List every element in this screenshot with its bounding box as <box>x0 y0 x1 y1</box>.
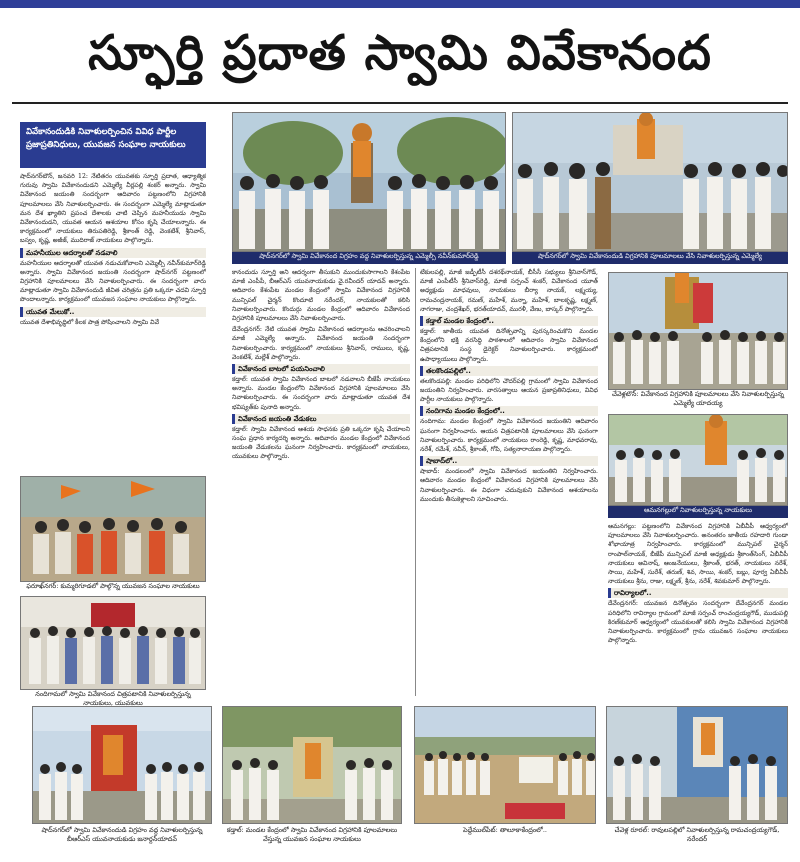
col1-paragraph-1: షాద్‌నగర్‌టౌన్, జనవరి 12: నేటితరం యువతకు స్ఫూర్తి ప్రదాత, ఆధ్యాత్మిక గురువు స్వామి వివేకానందుడని ఎమ్మెల్యే వీర్లపల్లి శంకర్ అన్నారు. స్వామి వివేకానంద జయంతి సందర్భంగా ఆదివారం పట్టణంలోని విగ్రహానికి పూలమాలలు వేసి నివాళులర్పించారు. ఈ సందర్భంగా ఎమ్మెల్యే మాట్లాడుతూ మన దేశ ఖ్యాతిని ప్రపంచ దేశాలకు చాటి చెప్పిన మహనీయుడు స్వామి వివేకానందుడని, యువత ఆయన ఆశయాల కోసం కృషి చేయాలన్నారు. ఈ కార్యక్రమంలో నాయకులు తిరుపతిరెడ్డి, శ్రీకాంత్ రెడ్డి, వెంకటేశ్, శ్రీనివాస్, బస్వం, కృష్ణ, అజీజ్, ముదిరాజ్ నాయకులు పాల్గొన్నారు. <box>20 173 206 245</box>
photo-chevella-mla <box>608 272 788 390</box>
col4-paragraph-1: ఆమనగల్లు: పట్టణంలోని వివేకానంద విగ్రహానికి ఏబీవీపీ ఆధ్వర్యంలో పూలమాలలు వేసి నివాళులర్పించారు. అనంతరం జాతీయ రహదారి గుండా శోభాయాత్ర నిర్వహించారు. కార్యక్రమంలో మున్సిపల్ చైర్మన్ రాంపాల్‌నాయక్, బీజేపీ మున్సిపల్ మాజీ అధ్యక్షుడు శ్రీకాంత్‌సింగ్, ఏబీవీపీ నాయకులు అవినాష్, ఆంజనేయులు, శ్రీకాంత్, భరత్, నాయకులు నరేశ్, సాయి, మహేశ్, సురేశ్, తరుణ్, శివ, సాయి, శంకర్, బబ్లు, పూర్వ ఏబీవీపీ నాయకులు శ్రీను, రాజు, లక్ష్మణ్, శ్రీను, నరేశ్, శివకుమార్ పాల్గొన్నారు. <box>608 523 788 586</box>
column-2-text <box>232 268 410 696</box>
caption-top-photo-1: షాద్‌నగర్‌లో స్వామి వివేకానంద విగ్రహం వద్ద నివాళులర్పిస్తున్న ఎమ్మెల్సీ నవీన్‌కుమార్‌రెడ్డి <box>232 252 506 264</box>
photo-bottom-3-peddemul <box>414 706 596 824</box>
caption-bottom-2: కడ్తాల్: మండల కేంద్రంలో స్వామి వివేకానంద విగ్రహానికి పూలమాలలు వేస్తున్న యువజన సంఘాల నాయకులు <box>222 826 402 846</box>
col2-paragraph-2: దేవేంద్రనగర్: నేటి యువత స్వామి వివేకానంద ఆదర్శాలను ఆచరించాలని మాజీ ఎమ్మెల్యే అన్నారు. వివేకానంద జయంతి సందర్భంగా నివాళులర్పించారు. కార్యక్రమంలో నాయకులు శ్రీనివాస్, రాములు, కృష్ణ, వెంకటేశ్, మల్లేశ్ పాల్గొన్నారు. <box>232 326 410 361</box>
headline-rule <box>12 102 788 104</box>
photo-statue-mla <box>512 112 788 252</box>
photo-bottom-1-shadnagar <box>32 706 212 824</box>
col2-subhead-2: వివేకానంద జయంతి వేడుకలు <box>232 414 410 424</box>
top-color-bar <box>0 0 800 8</box>
col3-subhead-4: షాబాద్‌లో.. <box>420 456 598 466</box>
col3-subhead-1: కడ్తాల్ మండల కేంద్రంలో.. <box>420 316 598 326</box>
page-headline: స్ఫూర్తి ప్రదాత స్వామి వివేకానంద <box>88 25 712 81</box>
col3-paragraph-3: తలకొండపల్లి: మండల పరిధిలోని చౌదర్‌పల్లి గ్రామంలో స్వామి వివేకానంద జయంతిని నిర్వహించారు. వారసత్వాలు ఆయన ప్రజాప్రతినిధులు, వివిధ పార్టీల నాయకులు పాల్గొన్నారు. <box>420 377 598 404</box>
col4-subhead-1: రావిర్యాలలో.. <box>608 588 788 598</box>
photo-amangal-tribute <box>608 414 788 506</box>
kicker-box: వివేకానందుడికి నివాళులర్పించిన వివిధ పార్టీల ప్రజాప్రతినిధులు, యువజన సంఘాల నాయకులు <box>20 122 206 168</box>
column-3-text <box>420 268 598 696</box>
col1-subhead-1: మహనీయుల ఆదర్శాలతో నడవాలి <box>20 248 206 258</box>
column-4-text <box>608 522 788 696</box>
col2-paragraph-4: కడ్తాల్: స్వామి వివేకానంద ఆశయ సాధనకు ప్రతి ఒక్కరూ కృషి చేయాలని సంఘ ప్రధాన కార్యదర్శి అన్నారు. ఆదివారం మండల కేంద్రంలో వివేకానంద జయంతి వేడుకలను ఘనంగా నిర్వహించారు. కార్యక్రమంలో నాయకులు, యువకులు పాల్గొన్నారు. <box>232 425 410 461</box>
caption-top-photo-2: షాద్‌నగర్‌లో స్వామి వివేకానందుడి విగ్రహానికి పూలమాలలు వేసి నివాళులర్పిస్తున్న ఎమ్మెల్యే <box>512 252 788 264</box>
col3-paragraph-2: కడ్తాల్: జాతీయ యువత దినోత్సవాన్ని పురస్కరించుకొని మండల కేంద్రంలోని భక్తి వరసిద్ధి పాఠశాలలో ఆదివారం స్వామి వివేకానంద చిత్రపటానికి సంస్థ డైరెక్టర్ నివాళులర్పించారు. కార్యక్రమంలో ఉపాధ్యాయులు పాల్గొన్నారు. <box>420 328 598 363</box>
col3-paragraph-1: టేకులపల్లి, మాజీ జడ్పీటీసీ దశరథ్‌నాయక్, బీసీసీ సభ్యులు శ్రీనివాస్‌గౌడ్, మాజీ ఎంపీటీసీ శ్రీనివాస్‌రెడ్డి, మాజీ సర్పంచ్ శంకర్, వివేకానంద యూత్ అధ్యక్షుడు మాధవులు, నాయకులు బీర్యా నాయక్, లక్ష్మయ్య, రామచంద్రనాయక్, రమణ్, మహేశ్, మన్నా, మహేశ్, బాలకృష్ణ, లక్ష్మణ్, నాగరాజు, చంద్రశేఖర్, భరత్‌యాదవ్, మురళీ, వేణు, బాస్కర్ పాల్గొన్నారు. <box>420 269 598 313</box>
col2-paragraph-1: కానందుడు స్ఫూర్తి అని ఆదర్శంగా తీసుకుని ముందుకుసాగాలని కేశంపేట మాజీ ఎంపీపీ, బీఆర్ఎస్ యువనాయకుడు వై.రవీందర్ యాదవ్ అన్నారు. ఆదివారం కేశంపేట మండల కేంద్రంలో స్వామి వివేకానంద విగ్రహానికి మున్సిపల్ చైర్మన్ కొందూటి నరేందర్, నాయకులతో కలిసి నివాళులర్పించారు. కొందుర్గు మండల కేంద్రంలో ఆదివారం వివేకానంద విగ్రహానికి పూలమాలలు వేసి నివాళులర్పించారు. <box>232 269 410 323</box>
col4-paragraph-2: దేవేంద్రనగర్: యువజన దినోత్సవం సందర్భంగా దేవేంద్రనగర్ మండల పరిధిలోని రావిర్యాల గ్రామంలో మాజీ సర్పంచ్ రాంచంద్రయ్యగౌడ్, ముడుపల్లి కిరణ్‌కుమార్ ఆధ్వర్యంలో యువకులతో కలిసి స్వామి వివేకానంద విగ్రహానికి నివాళులర్పించారు. కార్యక్రమంలో గ్రామ యువజన సంఘాల నాయకులు పాల్గొన్నారు. <box>608 600 788 645</box>
col3-paragraph-4: నందిగామ: మండల కేంద్రంలో స్వామి వివేకానంద జయంతిని ఆదివారం ఘనంగా నిర్వహించారు. ఆయన చిత్రపటానికి పూలమాలలు వేసి ఘనంగా నివాళులర్పించారు. కార్యక్రమంలో నాయకులు రాంరెడ్డి, కృష్ణ, మాధవరావు, నరేశ్, రమేశ్, నవీన్, శ్రీకాంత్, గోపి, సత్యనారాయణ పాల్గొన్నారు. <box>420 418 598 454</box>
caption-bottom-3: పెద్దేముల్‌పేట్: తాలూకాకేంద్రంలో.. <box>414 826 596 838</box>
caption-bottom-1: షాద్‌నగర్‌లో స్వామి వివేకానందుడి విగ్రహం వద్ద నివాళులర్పిస్తున్న బీఆర్ఎస్ యువనాయకుడు జనార్దన్‌యాదవ్ <box>32 826 212 846</box>
photo-bottom-2-kadthal <box>222 706 402 824</box>
photo-nandigama-tribute <box>20 596 206 690</box>
caption-right-photo-1: చేవెళ్లటౌన్: వివేకానంద విగ్రహానికి పూలమాలలు వేసి నివాళులర్పిస్తున్న ఎమ్మెల్యే యాదయ్య <box>608 390 788 410</box>
col1-subhead-2: యువత మేలుకో.. <box>20 307 206 317</box>
caption-left-photo-2: నందిగామలో స్వామి వివేకానంద చిత్రపటానికి నివాళులర్పిస్తున్న నాయకులు, యువకులు <box>20 690 206 710</box>
column-1-text <box>20 172 206 474</box>
col3-subhead-3: నందిగామ మండల కేంద్రంలో.. <box>420 406 598 416</box>
photo-bottom-4-ravulapalli <box>606 706 788 824</box>
caption-bottom-4: చేవెళ్ల రూరల్: రావులపల్లిలో నివాళులర్పిస్తున్న రామచంద్రయ్యగౌడ్, నరేందర్ <box>606 826 788 846</box>
col3-subhead-2: తలకొండపల్లిలో.. <box>420 366 598 376</box>
column-divider-2 <box>415 268 416 696</box>
col2-subhead-1: వివేకానంద బాటలో పయనించాలి <box>232 364 410 374</box>
caption-right-photo-2: ఆమనగల్లులో నివాళులర్పిస్తున్న నాయకులు <box>608 506 788 518</box>
caption-left-photo-1: ఫరూఖ్‌నగర్: కుమ్మరిగూడలో పాల్గొన్న యువజన సంఘాల నాయకులు <box>20 582 206 594</box>
photo-statue-mlc <box>232 112 506 252</box>
col1-paragraph-3: యువత దేశాభివృద్ధిలో కీలక పాత్ర పోషించాలని స్వామి వివే <box>20 318 159 326</box>
photo-youth-group-flags <box>20 476 206 582</box>
col1-paragraph-2: మహనీయుల ఆదర్శాలతో యువత నడుచుకోవాలని ఎమ్మెల్సీ నవీన్‌కుమార్‌రెడ్డి అన్నారు. స్వామి వివేకానంద జయంతి సందర్భంగా షాద్‌నగర్ పట్టణంలో విగ్రహానికి పూలమాలలు వేసి నివాళులర్పించారు. ఈ సందర్భంగా వారు మాట్లాడుతూ స్వామి వివేకానందుడి జీవిత చరిత్రను ప్రతి ఒక్కరూ చదవి స్ఫూర్తి పొందాలన్నారు. కార్యక్రమంలో యువజన సంఘాల నాయకులు పాల్గొన్నారు. <box>20 259 206 304</box>
col3-paragraph-5: షాబాద్: మండలంలో స్వామి వివేకానంద జయంతిని నిర్వహించారు. ఆదివారం మండల కేంద్రంలో వివేకానంద విగ్రహానికి పూలమాలలు వేసి నివాళులర్పించారు. ఈ విధంగా చదువుకుని వివేకానంద ఆశయాలను ముందుకు తీసుకెళ్లాలని సూచించారు. <box>420 468 598 503</box>
col2-paragraph-3: కడ్తాల్: యువత స్వామి వివేకానంద బాటలో నడవాలని బీజేపీ నాయకులు అన్నారు. మండల కేంద్రంలోని వివేకానంద విగ్రహానికి పూలమాలలు వేసి నివాళులర్పించారు. ఈ సందర్భంగా వారు మాట్లాడుతూ యువత దేశ భవిష్యత్‌కు పునాది అన్నారు. <box>232 376 410 411</box>
